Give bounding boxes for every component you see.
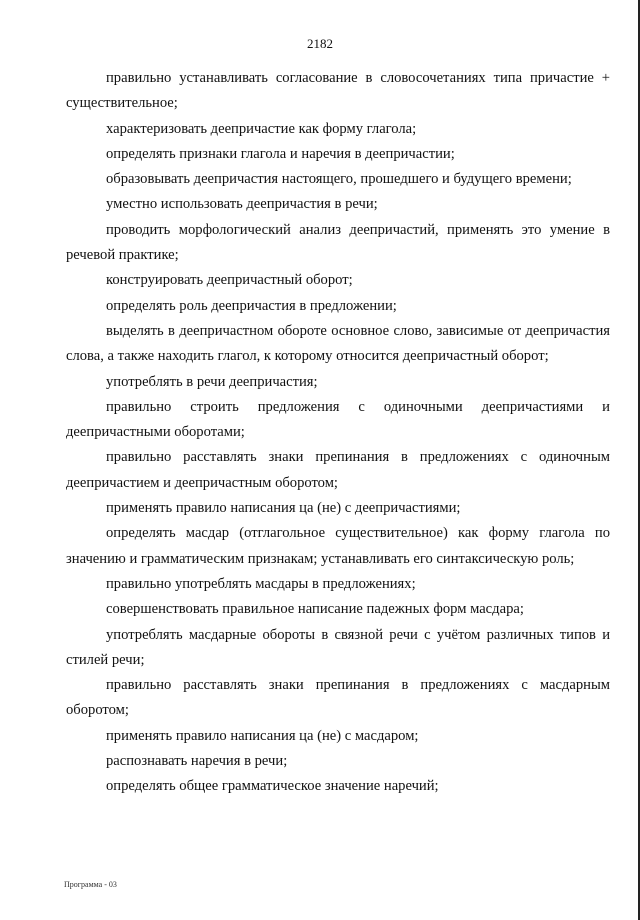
paragraph: характеризовать деепричастие как форму глагола; xyxy=(106,120,417,137)
paragraph: проводить морфологический анализ деепричастий, применять это умение в речевой практике; xyxy=(66,221,610,264)
paragraph: правильно употреблять масдары в предложениях; xyxy=(106,575,416,592)
paragraph: определять общее грамматическое значение наречий; xyxy=(106,778,439,795)
paragraph: образовывать деепричастия настоящего, прошедшего и будущего времени; xyxy=(106,171,572,188)
paragraph: определять масдар (отглагольное существительное) как форму глагола по значению и грамматическим признакам; устанавливать его синтаксическую роль; xyxy=(66,525,610,567)
paragraph: определять роль деепричастия в предложении; xyxy=(106,297,397,314)
paragraph: применять правило написания ца (не) с масдаром; xyxy=(106,727,419,744)
paragraph: распознавать наречия в речи; xyxy=(106,753,288,770)
paragraph: правильно расставлять знаки препинания в предложениях с одиночным деепричастием и деепричастным оборотом; xyxy=(66,449,610,491)
page-number: 2182 xyxy=(307,36,333,51)
paragraph: применять правило написания ца (не) с деепричастиями; xyxy=(106,500,461,517)
paragraph: определять признаки глагола и наречия в деепричастии; xyxy=(106,145,455,162)
paragraph: правильно строить предложения с одиночными деепричастиями и деепричастными оборотами; xyxy=(66,398,610,441)
paragraph: правильно расставлять знаки препинания в предложениях с масдарным оборотом; xyxy=(66,677,610,719)
paragraph: конструировать деепричастный оборот; xyxy=(106,272,353,289)
paragraph: употреблять масдарные обороты в связной речи с учётом различных типов и стилей речи; xyxy=(66,626,610,668)
footer-label: Программа - 03 xyxy=(64,880,117,889)
paragraph: употреблять в речи деепричастия; xyxy=(106,373,318,390)
paragraph: уместно использовать деепричастия в речи; xyxy=(106,196,378,213)
paragraph: правильно устанавливать согласование в словосочетаниях типа причастие + существительное; xyxy=(66,70,610,112)
body-text xyxy=(66,66,610,800)
paragraph: совершенствовать правильное написание падежных форм масдара; xyxy=(106,601,524,618)
paragraph: выделять в деепричастном обороте основное слово, зависимые от деепричастия слова, а также находить глагол, к которому относится деепричастный оборот; xyxy=(66,322,610,365)
